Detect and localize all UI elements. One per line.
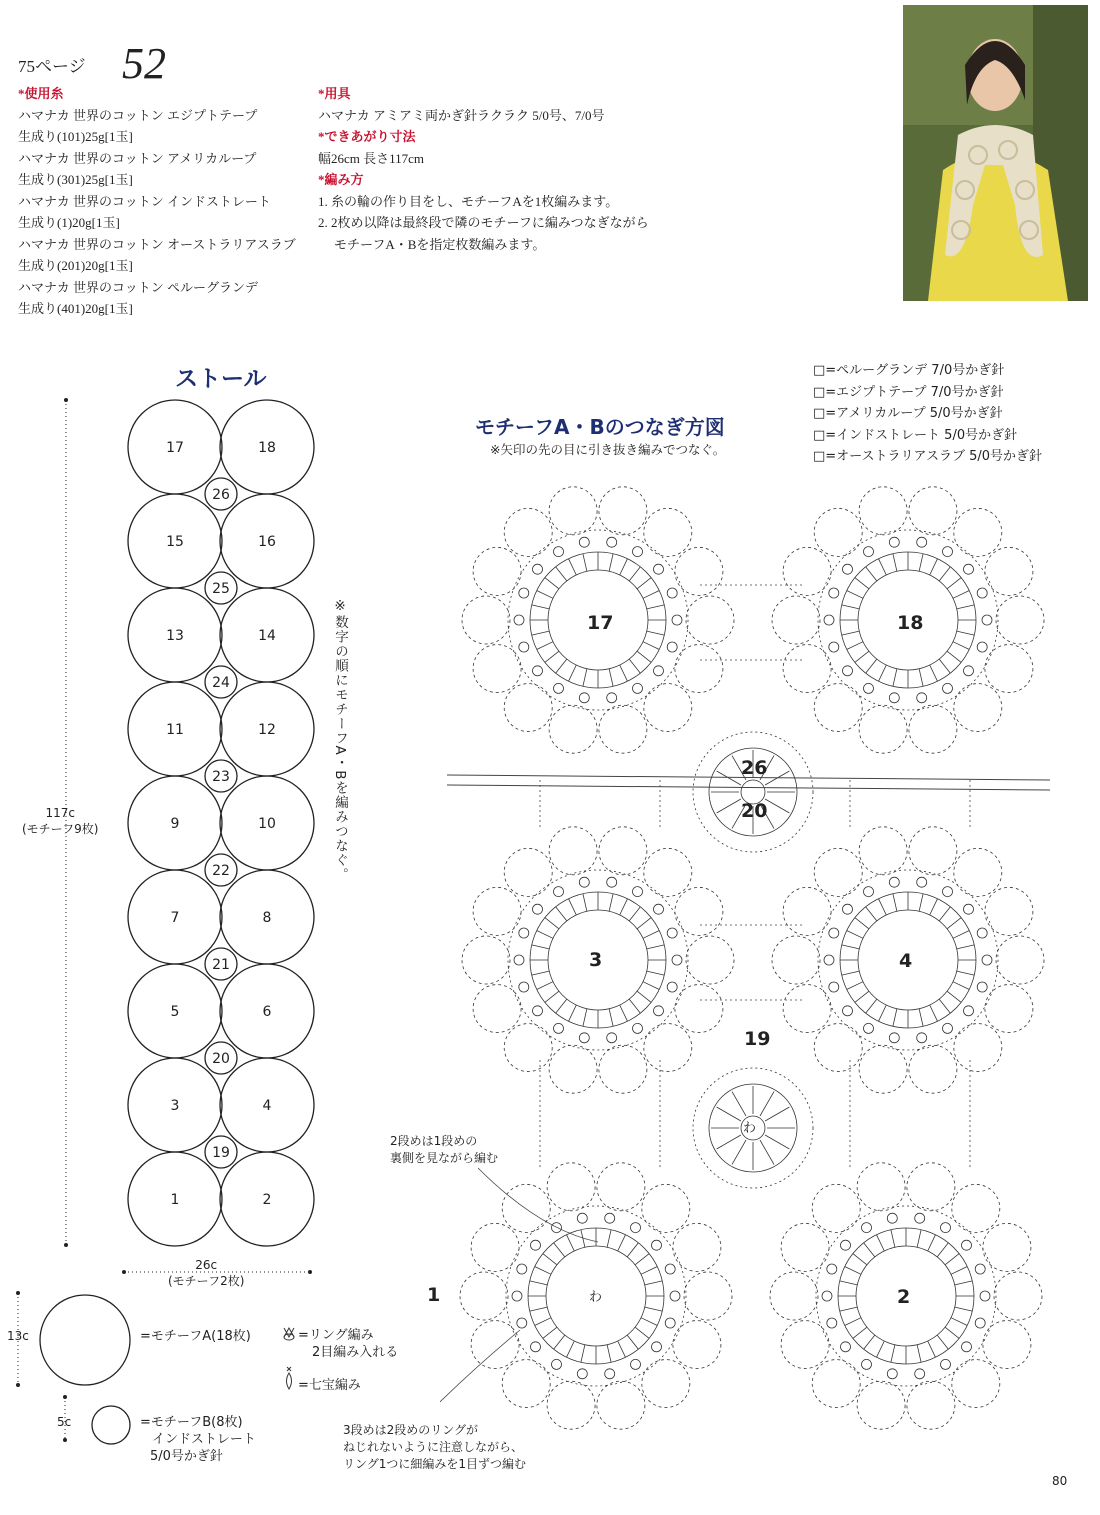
motif-a-circle [40,1295,130,1385]
motif-number: 14 [258,628,276,644]
tools-heading: *用具 [318,86,351,101]
motif-label-18: 18 [897,612,924,634]
ring-stitch-sub: 2目編み入れる [312,1345,399,1360]
annotation-line: リング1つに細編みを1目ずつ編む [343,1457,527,1471]
method-step: 1. 糸の輪の作り目をし、モチーフAを1枚編みます。 [318,193,619,209]
legend-item: □=オーストラリアスラブ 5/0号かぎ針 [813,449,1043,464]
yarn-line: ハマナカ 世界のコットン オーストラリアスラブ [18,236,296,252]
annotation-leader [478,1168,598,1242]
color-legend [813,360,1042,468]
method-step: 2. 2枚め以降は最終段で隣のモチーフに編みつなぎながら [318,215,649,230]
size-heading: *できあがり寸法 [318,129,416,144]
motif-label-1: 1 [427,1284,441,1306]
model-photo [903,5,1088,301]
legend-item: □=アメリカループ 5/0号かぎ針 [813,406,1003,421]
motif-number: 3 [170,1098,180,1114]
motif-b-info [140,1414,256,1465]
yarn-line: 生成り(301)25g[1玉] [18,172,133,187]
join-diagram-title: モチーフA・Bのつなぎ方図 [475,415,725,439]
yarn-heading: *使用糸 [18,86,64,101]
motif-number: 6 [262,1004,272,1020]
join-order-note: ※数字の順にモチーフA・Bを編みつなぐ。 [332,598,348,882]
yarn-line: 生成り(401)20g[1玉] [18,301,133,316]
motif-b-circle [92,1406,130,1444]
stole-title: ストール [175,366,267,392]
motif-label-4: 4 [899,950,913,972]
symbol-icons [282,1325,296,1395]
motif-legend-shapes [0,1285,150,1455]
motif-label-2: 2 [897,1286,911,1308]
center-ring-mark: わ [589,1290,603,1305]
motif-a-size: 13c [7,1329,29,1343]
yarn-section [18,83,318,320]
yarn-line: 生成り(1)20g[1玉] [18,215,120,230]
motif-number: 9 [170,816,180,832]
annotation-line: 裏側を見ながら編む [390,1151,499,1165]
motif-a-label: =モチーフA(18枚) [140,1329,251,1344]
legend-item: □=ペルーグランデ 7/0号かぎ針 [813,363,1005,378]
method-heading: *編み方 [318,172,364,187]
ring-stitch-label: =リング編み [298,1328,374,1343]
width-dimension [168,1257,244,1289]
page-number: 80 [1052,1474,1068,1488]
motif-number: 1 [170,1192,180,1208]
length-dimension [22,805,98,837]
motif-number: 23 [212,769,230,785]
motif-label-3: 3 [589,949,603,971]
motif-number: 10 [258,816,276,832]
ring-stitch-desc [298,1327,398,1361]
annotation-leader [440,1330,520,1432]
motif-number: 17 [166,440,184,456]
annotation-line: 2段めは1段めの [390,1134,478,1148]
motif-26-20-chart [693,732,813,852]
tools-section [318,83,678,255]
motif-number: 4 [262,1098,272,1114]
yarn-line: ハマナカ 世界のコットン ペルーグランデ [18,279,258,295]
motif-label-17: 17 [587,612,614,634]
legend-item: □=エジプトテープ 7/0号かぎ針 [813,384,1004,400]
yarn-line: 生成り(201)20g[1玉] [18,258,133,273]
motif-number: 25 [212,581,230,597]
method-step: モチーフA・Bを指定枚数編みます。 [334,236,546,252]
motif-label-19: 19 [744,1028,771,1050]
motif-number: 15 [166,534,184,550]
motif-number: 7 [170,910,180,926]
motif-number: 8 [262,910,272,926]
motif-b-size: 5c [57,1415,72,1429]
annotation-row3 [343,1422,526,1473]
motif-number: 5 [170,1004,180,1020]
size-line: 幅26cm 長さ117cm [318,150,425,166]
motif-b-hook: 5/0号かぎ針 [150,1449,223,1464]
pattern-number: 52 [122,39,166,88]
join-diagram [440,470,1070,1480]
motif-number: 26 [212,487,230,503]
motif-number: 24 [212,675,230,691]
cut-line [447,785,1050,790]
motif-number: 12 [258,722,276,738]
annotation-line: ねじれないように注意しながら、 [343,1440,524,1454]
motif-number: 22 [212,863,230,879]
motif-number: 11 [166,722,184,738]
motif-number: 16 [258,534,276,550]
motif-label-26: 26 [741,757,768,779]
page-reference: 75ページ [18,57,86,76]
annotation-row2 [390,1133,498,1167]
stole-layout-diagram [0,390,330,1290]
motif-b-yarn: インドストレート [152,1432,256,1447]
motif-number: 18 [258,440,276,456]
motif-number: 20 [212,1051,230,1067]
tools-line: ハマナカ アミアミ両かぎ針ラクラク 5/0号、7/0号 [318,107,605,123]
annotation-line: 3段めは2段めのリングが [343,1423,479,1437]
join-diagram-note: ※矢印の先の目に引き抜き編みでつなぐ。 [490,442,726,457]
motif-number: 2 [262,1192,272,1208]
length-value: 117c [45,806,75,820]
ring-stitch-icon [284,1328,294,1337]
length-sub: (モチーフ9枚) [22,822,99,836]
yarn-line: ハマナカ 世界のコットン インドストレート [18,193,271,209]
width-value: 26c [195,1258,218,1272]
yarn-line: 生成り(101)25g[1玉] [18,129,133,144]
motif-label-20: 20 [741,800,768,822]
motif-number: 19 [212,1145,230,1161]
motif-b-label: =モチーフB(8枚) [140,1415,243,1430]
shippo-stitch-icon [287,1367,291,1371]
yarn-line: ハマナカ 世界のコットン アメリカループ [18,150,257,166]
width-sub: (モチーフ2枚) [168,1274,245,1288]
center-ring-mark: わ [743,1121,757,1136]
motif-number: 21 [212,957,230,973]
legend-item: □=インドストレート 5/0号かぎ針 [813,427,1018,443]
motif-number: 13 [166,628,184,644]
shippo-stitch-label: =七宝編み [298,1378,361,1393]
yarn-line: ハマナカ 世界のコットン エジプトテープ [18,107,258,123]
